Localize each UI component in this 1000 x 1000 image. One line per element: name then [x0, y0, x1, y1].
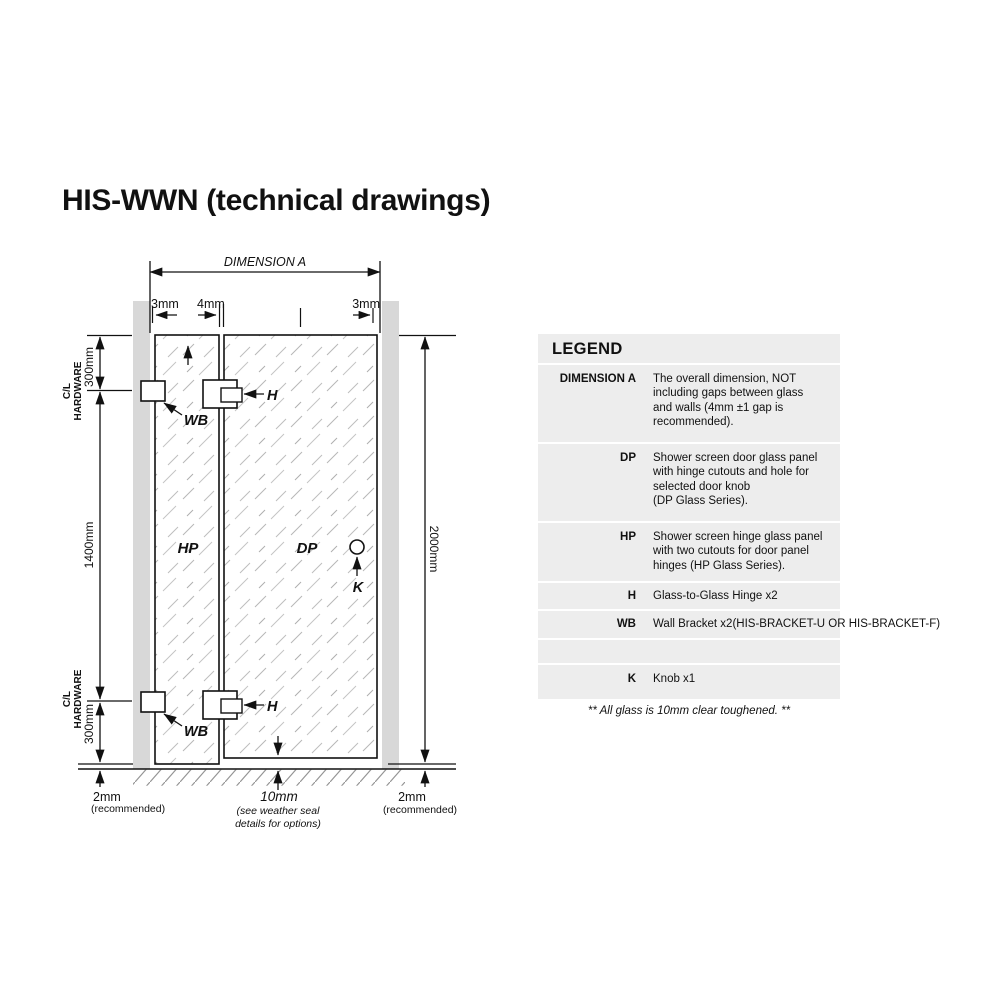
wb-top-label: WB	[184, 413, 209, 429]
hinge-top	[203, 380, 242, 408]
gap-2mm-left-label: 2mm	[93, 790, 121, 804]
wall-bracket-bottom	[141, 692, 165, 712]
legend-title: LEGEND	[552, 340, 623, 358]
legend-term: H	[627, 590, 636, 602]
cl-label-bottom: C/L	[62, 690, 73, 708]
dim-300-bottom-label: 300mm	[82, 703, 96, 745]
legend-desc: The overall dimension, NOT including gaps between glass and walls (4mm ±1 gap is recommended).	[653, 373, 804, 429]
legend-term: DIMENSION A	[559, 373, 636, 385]
hardware-label-bottom: HARDWARE	[73, 669, 84, 729]
knob	[350, 540, 364, 554]
legend-row-wb	[538, 609, 941, 638]
hinge-panel-label: HP	[177, 540, 199, 557]
gap-right-label: 3mm	[352, 297, 380, 311]
wall-right	[382, 301, 399, 769]
cl-label-top: C/L	[62, 382, 73, 400]
legend-desc: Wall Bracket x2(HIS-BRACKET-U OR HIS-BRACKET-F)	[653, 618, 941, 630]
gap-10mm-note-line1: (see weather seal	[236, 805, 320, 817]
door-panel-label: DP	[296, 540, 318, 557]
gap-left-label: 3mm	[151, 297, 179, 311]
dim-2000-label: 2000mm	[427, 525, 441, 573]
legend-row-k	[538, 663, 840, 699]
legend-row-dimension-a	[538, 363, 840, 442]
legend-footnote: ** All glass is 10mm clear toughened. **	[587, 705, 791, 717]
legend-desc: Glass-to-Glass Hinge x2	[653, 590, 778, 602]
legend-term: K	[627, 673, 636, 685]
gap-2mm-left-note: (recommended)	[91, 803, 166, 815]
hinge-bottom	[203, 691, 242, 719]
hinge-top-label: H	[267, 388, 278, 404]
legend-term: DP	[620, 452, 636, 464]
legend-desc: Shower screen door glass panel with hinge cutouts and hole for selected door knob (DP Glass Series).	[653, 452, 818, 508]
gap-2mm-right-label: 2mm	[398, 790, 426, 804]
legend-term: WB	[616, 618, 636, 630]
gap-10mm-label: 10mm	[260, 789, 298, 804]
floor-hatching	[133, 770, 405, 786]
gap-middle-label: 4mm	[197, 297, 225, 311]
legend-term: HP	[620, 531, 636, 543]
legend-desc: Knob x1	[653, 673, 696, 685]
dim-1400-label: 1400mm	[82, 521, 96, 569]
wb-bottom-label: WB	[184, 724, 209, 740]
dim-300-top-label: 300mm	[82, 346, 96, 388]
knob-label: K	[352, 580, 364, 596]
legend-row-h	[538, 581, 840, 609]
gap-2mm-right-note: (recommended)	[382, 804, 458, 816]
legend-desc: Shower screen hinge glass panel with two cutouts for door panel hinges (HP Glass Series).	[653, 531, 823, 572]
page-title: HIS-WWN (technical drawings)	[62, 184, 491, 217]
hinge-bottom-label: H	[267, 699, 278, 715]
legend-row-empty	[538, 638, 840, 663]
legend-row-hp	[538, 521, 840, 581]
legend-panel	[538, 334, 941, 699]
dimension-a-label: DIMENSION A	[223, 255, 307, 269]
hardware-label-top: HARDWARE	[73, 361, 84, 421]
legend-row-dp	[538, 442, 840, 521]
gap-10mm-note-line2: details for options)	[235, 818, 321, 830]
wall-bracket-top	[141, 381, 165, 401]
